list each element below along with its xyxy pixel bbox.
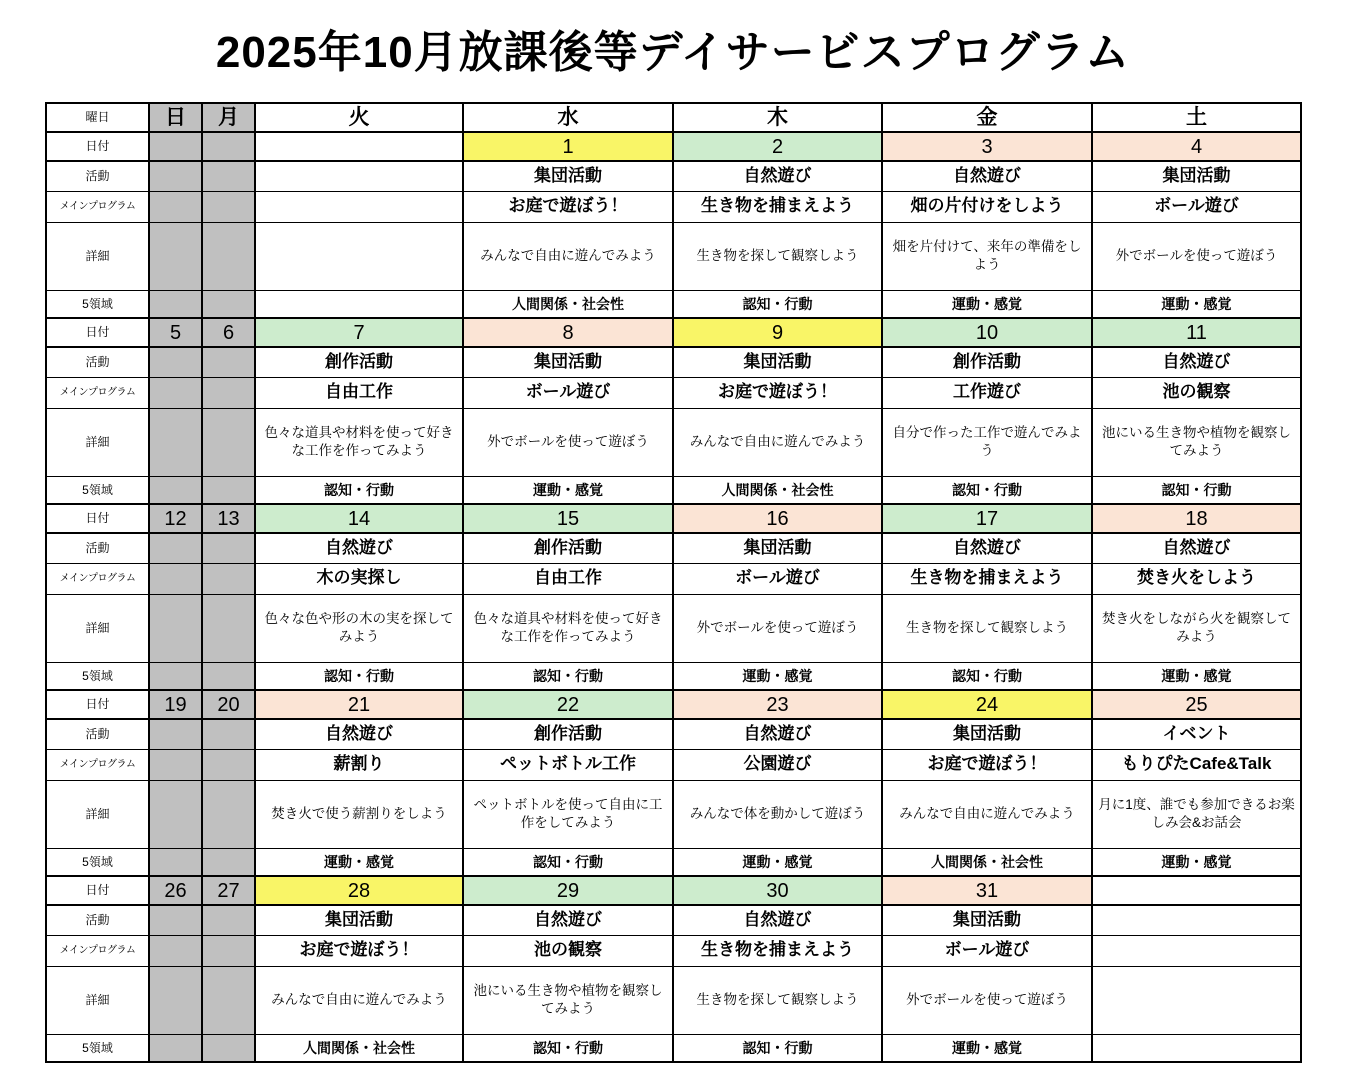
activity-cell — [1092, 905, 1301, 935]
detail-cell: ペットボトルを使って自由に工作をしてみよう — [463, 780, 673, 848]
program-cell: ペットボトル工作 — [463, 749, 673, 780]
domain-cell: 認知・行動 — [463, 1034, 673, 1062]
domain-cell: 人間関係・社会性 — [463, 290, 673, 318]
empty-cell-sun — [149, 1034, 202, 1062]
table-row — [46, 1034, 1301, 1062]
date-cell: 18 — [1092, 504, 1301, 533]
activity-cell: 集団活動 — [673, 347, 882, 377]
row-label-activity: 活動 — [46, 905, 149, 935]
date-cell — [255, 132, 463, 161]
row-label-activity: 活動 — [46, 347, 149, 377]
table-row — [46, 662, 1301, 690]
empty-cell-mon — [202, 1034, 255, 1062]
date-cell: 17 — [882, 504, 1092, 533]
activity-cell: 自然遊び — [1092, 347, 1301, 377]
date-cell: 1 — [463, 132, 673, 161]
empty-cell-mon — [202, 377, 255, 408]
empty-cell-mon — [202, 848, 255, 876]
row-label-program: メインプログラム — [46, 377, 149, 408]
table-row — [46, 966, 1301, 1034]
table-row — [46, 594, 1301, 662]
detail-cell: 色々な色や形の木の実を探してみよう — [255, 594, 463, 662]
program-cell: ボール遊び — [463, 377, 673, 408]
row-label-date: 日付 — [46, 132, 149, 161]
domain-cell: 運動・感覚 — [673, 662, 882, 690]
program-cell: 木の実探し — [255, 563, 463, 594]
program-cell: もりぴたCafe&Talk — [1092, 749, 1301, 780]
table-row — [46, 876, 1301, 905]
empty-cell-mon — [202, 662, 255, 690]
program-table — [45, 102, 1302, 1063]
domain-cell: 運動・感覚 — [1092, 662, 1301, 690]
activity-cell: 創作活動 — [882, 347, 1092, 377]
empty-cell-sun — [149, 563, 202, 594]
day-header: 火 — [255, 103, 463, 132]
program-cell: 生き物を捕まえよう — [882, 563, 1092, 594]
domain-cell: 運動・感覚 — [255, 848, 463, 876]
activity-cell: 自然遊び — [882, 533, 1092, 563]
program-table-body — [46, 103, 1301, 1062]
empty-cell-sun — [149, 662, 202, 690]
date-cell-mon: 13 — [202, 504, 255, 533]
date-cell: 8 — [463, 318, 673, 347]
date-cell — [1092, 876, 1301, 905]
empty-cell-mon — [202, 966, 255, 1034]
row-label-date: 日付 — [46, 690, 149, 719]
activity-cell: 集団活動 — [673, 533, 882, 563]
detail-cell: みんなで自由に遊んでみよう — [463, 222, 673, 290]
domain-cell: 認知・行動 — [1092, 476, 1301, 504]
row-label-date: 日付 — [46, 504, 149, 533]
date-cell: 24 — [882, 690, 1092, 719]
empty-cell-mon — [202, 935, 255, 966]
table-row — [46, 377, 1301, 408]
program-cell: 自由工作 — [255, 377, 463, 408]
detail-cell — [1092, 966, 1301, 1034]
detail-cell — [255, 222, 463, 290]
program-cell: ボール遊び — [673, 563, 882, 594]
domain-cell: 認知・行動 — [673, 290, 882, 318]
row-label-program: メインプログラム — [46, 935, 149, 966]
date-cell: 14 — [255, 504, 463, 533]
empty-cell-sun — [149, 594, 202, 662]
row-label-program: メインプログラム — [46, 749, 149, 780]
domain-cell: 運動・感覚 — [463, 476, 673, 504]
detail-cell: 外でボールを使って遊ぼう — [673, 594, 882, 662]
date-cell: 21 — [255, 690, 463, 719]
domain-cell: 人間関係・社会性 — [882, 848, 1092, 876]
row-label-detail: 詳細 — [46, 780, 149, 848]
table-row — [46, 749, 1301, 780]
detail-cell: みんなで自由に遊んでみよう — [255, 966, 463, 1034]
table-row — [46, 476, 1301, 504]
day-header: 木 — [673, 103, 882, 132]
row-label-activity: 活動 — [46, 161, 149, 191]
table-row — [46, 103, 1301, 132]
empty-cell-sun — [149, 719, 202, 749]
program-cell: 畑の片付けをしよう — [882, 191, 1092, 222]
domain-cell: 運動・感覚 — [1092, 290, 1301, 318]
activity-cell: 自然遊び — [673, 161, 882, 191]
date-cell-sun: 5 — [149, 318, 202, 347]
detail-cell: 外でボールを使って遊ぼう — [1092, 222, 1301, 290]
detail-cell: みんなで自由に遊んでみよう — [673, 408, 882, 476]
date-cell-sun: 26 — [149, 876, 202, 905]
date-cell-sun — [149, 132, 202, 161]
day-header: 金 — [882, 103, 1092, 132]
detail-cell: 色々な道具や材料を使って好きな工作を作ってみよう — [463, 594, 673, 662]
domain-cell: 認知・行動 — [882, 476, 1092, 504]
program-cell: 公園遊び — [673, 749, 882, 780]
program-cell: お庭で遊ぼう！ — [255, 935, 463, 966]
row-label-program: メインプログラム — [46, 563, 149, 594]
activity-cell: 自然遊び — [673, 905, 882, 935]
domain-cell — [255, 290, 463, 318]
day-header: 月 — [202, 103, 255, 132]
date-cell: 16 — [673, 504, 882, 533]
table-row — [46, 504, 1301, 533]
activity-cell: 自然遊び — [255, 533, 463, 563]
activity-cell: 自然遊び — [1092, 533, 1301, 563]
date-cell: 11 — [1092, 318, 1301, 347]
detail-cell: 生き物を探して観察しよう — [882, 594, 1092, 662]
row-label-domain: 5領域 — [46, 1034, 149, 1062]
program-cell: ボール遊び — [1092, 191, 1301, 222]
empty-cell-mon — [202, 533, 255, 563]
table-row — [46, 690, 1301, 719]
row-label-domain: 5領域 — [46, 662, 149, 690]
program-cell: お庭で遊ぼう！ — [673, 377, 882, 408]
row-label-domain: 5領域 — [46, 290, 149, 318]
row-label-activity: 活動 — [46, 533, 149, 563]
date-cell-mon: 27 — [202, 876, 255, 905]
empty-cell-sun — [149, 476, 202, 504]
empty-cell-sun — [149, 533, 202, 563]
empty-cell-mon — [202, 161, 255, 191]
day-header: 土 — [1092, 103, 1301, 132]
program-cell: 生き物を捕まえよう — [673, 935, 882, 966]
empty-cell-sun — [149, 905, 202, 935]
program-cell: 薪割り — [255, 749, 463, 780]
domain-cell: 認知・行動 — [882, 662, 1092, 690]
table-row — [46, 132, 1301, 161]
empty-cell-sun — [149, 848, 202, 876]
activity-cell: 創作活動 — [255, 347, 463, 377]
empty-cell-mon — [202, 563, 255, 594]
row-label-detail: 詳細 — [46, 594, 149, 662]
table-row — [46, 935, 1301, 966]
page-title: 2025年10月放課後等デイサービスプログラム — [215, 28, 1131, 77]
empty-cell-sun — [149, 408, 202, 476]
activity-cell: 自然遊び — [673, 719, 882, 749]
empty-cell-mon — [202, 191, 255, 222]
table-row — [46, 533, 1301, 563]
detail-cell: 畑を片付けて、来年の準備をしよう — [882, 222, 1092, 290]
activity-cell: 創作活動 — [463, 719, 673, 749]
domain-cell — [1092, 1034, 1301, 1062]
program-cell: お庭で遊ぼう！ — [463, 191, 673, 222]
activity-cell: 自然遊び — [255, 719, 463, 749]
domain-cell: 認知・行動 — [673, 1034, 882, 1062]
domain-cell: 運動・感覚 — [1092, 848, 1301, 876]
empty-cell-mon — [202, 905, 255, 935]
program-cell: 焚き火をしよう — [1092, 563, 1301, 594]
domain-cell: 運動・感覚 — [882, 290, 1092, 318]
empty-cell-mon — [202, 749, 255, 780]
program-cell: 自由工作 — [463, 563, 673, 594]
row-label-activity: 活動 — [46, 719, 149, 749]
domain-cell: 人間関係・社会性 — [255, 1034, 463, 1062]
detail-cell: 自分で作った工作で遊んでみよう — [882, 408, 1092, 476]
row-label-domain: 5領域 — [46, 476, 149, 504]
row-label-detail: 詳細 — [46, 222, 149, 290]
row-label-detail: 詳細 — [46, 966, 149, 1034]
date-cell-sun: 19 — [149, 690, 202, 719]
domain-cell: 運動・感覚 — [882, 1034, 1092, 1062]
empty-cell-sun — [149, 191, 202, 222]
row-label-date: 日付 — [46, 318, 149, 347]
activity-cell: 集団活動 — [463, 347, 673, 377]
date-cell-mon: 6 — [202, 318, 255, 347]
empty-cell-mon — [202, 594, 255, 662]
program-cell: 工作遊び — [882, 377, 1092, 408]
activity-cell: イベント — [1092, 719, 1301, 749]
day-header: 水 — [463, 103, 673, 132]
date-cell: 22 — [463, 690, 673, 719]
table-row — [46, 408, 1301, 476]
program-cell — [255, 191, 463, 222]
date-cell: 23 — [673, 690, 882, 719]
program-cell: 生き物を捕まえよう — [673, 191, 882, 222]
date-cell: 28 — [255, 876, 463, 905]
activity-cell: 集団活動 — [463, 161, 673, 191]
empty-cell-sun — [149, 222, 202, 290]
date-cell: 10 — [882, 318, 1092, 347]
date-cell: 15 — [463, 504, 673, 533]
empty-cell-mon — [202, 222, 255, 290]
domain-cell: 認知・行動 — [463, 848, 673, 876]
detail-cell: 色々な道具や材料を使って好きな工作を作ってみよう — [255, 408, 463, 476]
date-cell-sun: 12 — [149, 504, 202, 533]
activity-cell — [255, 161, 463, 191]
table-row — [46, 780, 1301, 848]
empty-cell-sun — [149, 780, 202, 848]
domain-cell: 人間関係・社会性 — [673, 476, 882, 504]
detail-cell: みんなで体を動かして遊ぼう — [673, 780, 882, 848]
table-row — [46, 905, 1301, 935]
activity-cell: 創作活動 — [463, 533, 673, 563]
program-cell: 池の観察 — [1092, 377, 1301, 408]
detail-cell: みんなで自由に遊んでみよう — [882, 780, 1092, 848]
table-row — [46, 161, 1301, 191]
program-cell: 池の観察 — [463, 935, 673, 966]
activity-cell: 集団活動 — [882, 719, 1092, 749]
detail-cell: 月に1度、誰でも参加できるお楽しみ会&お話会 — [1092, 780, 1301, 848]
empty-cell-mon — [202, 476, 255, 504]
table-row — [46, 848, 1301, 876]
row-label-date: 日付 — [46, 876, 149, 905]
program-cell: ボール遊び — [882, 935, 1092, 966]
date-cell: 2 — [673, 132, 882, 161]
activity-cell: 集団活動 — [882, 905, 1092, 935]
empty-cell-mon — [202, 290, 255, 318]
date-cell: 29 — [463, 876, 673, 905]
table-row — [46, 290, 1301, 318]
date-cell: 30 — [673, 876, 882, 905]
empty-cell-mon — [202, 719, 255, 749]
date-cell: 25 — [1092, 690, 1301, 719]
detail-cell: 外でボールを使って遊ぼう — [463, 408, 673, 476]
detail-cell: 外でボールを使って遊ぼう — [882, 966, 1092, 1034]
empty-cell-sun — [149, 290, 202, 318]
program-cell — [1092, 935, 1301, 966]
table-row — [46, 318, 1301, 347]
domain-cell: 認知・行動 — [463, 662, 673, 690]
date-cell-mon: 20 — [202, 690, 255, 719]
detail-cell: 焚き火をしながら火を観察してみよう — [1092, 594, 1301, 662]
table-row — [46, 222, 1301, 290]
table-row — [46, 347, 1301, 377]
empty-cell-mon — [202, 780, 255, 848]
empty-cell-sun — [149, 966, 202, 1034]
domain-cell: 認知・行動 — [255, 476, 463, 504]
empty-cell-sun — [149, 377, 202, 408]
detail-cell: 生き物を探して観察しよう — [673, 966, 882, 1034]
detail-cell: 池にいる生き物や植物を観察してみよう — [1092, 408, 1301, 476]
program-cell: お庭で遊ぼう！ — [882, 749, 1092, 780]
empty-cell-sun — [149, 749, 202, 780]
domain-cell: 運動・感覚 — [673, 848, 882, 876]
row-label-domain: 5領域 — [46, 848, 149, 876]
detail-cell: 池にいる生き物や植物を観察してみよう — [463, 966, 673, 1034]
detail-cell: 生き物を探して観察しよう — [673, 222, 882, 290]
table-row — [46, 191, 1301, 222]
row-label-detail: 詳細 — [46, 408, 149, 476]
activity-cell: 自然遊び — [463, 905, 673, 935]
row-label-weekday: 曜日 — [46, 103, 149, 132]
date-cell: 31 — [882, 876, 1092, 905]
domain-cell: 認知・行動 — [255, 662, 463, 690]
day-header: 日 — [149, 103, 202, 132]
date-cell: 9 — [673, 318, 882, 347]
date-cell: 3 — [882, 132, 1092, 161]
empty-cell-sun — [149, 935, 202, 966]
empty-cell-mon — [202, 408, 255, 476]
activity-cell: 自然遊び — [882, 161, 1092, 191]
date-cell-mon — [202, 132, 255, 161]
empty-cell-sun — [149, 161, 202, 191]
date-cell: 7 — [255, 318, 463, 347]
empty-cell-mon — [202, 347, 255, 377]
table-row — [46, 719, 1301, 749]
table-row — [46, 563, 1301, 594]
activity-cell: 集団活動 — [1092, 161, 1301, 191]
empty-cell-sun — [149, 347, 202, 377]
date-cell: 4 — [1092, 132, 1301, 161]
row-label-program: メインプログラム — [46, 191, 149, 222]
activity-cell: 集団活動 — [255, 905, 463, 935]
detail-cell: 焚き火で使う薪割りをしよう — [255, 780, 463, 848]
